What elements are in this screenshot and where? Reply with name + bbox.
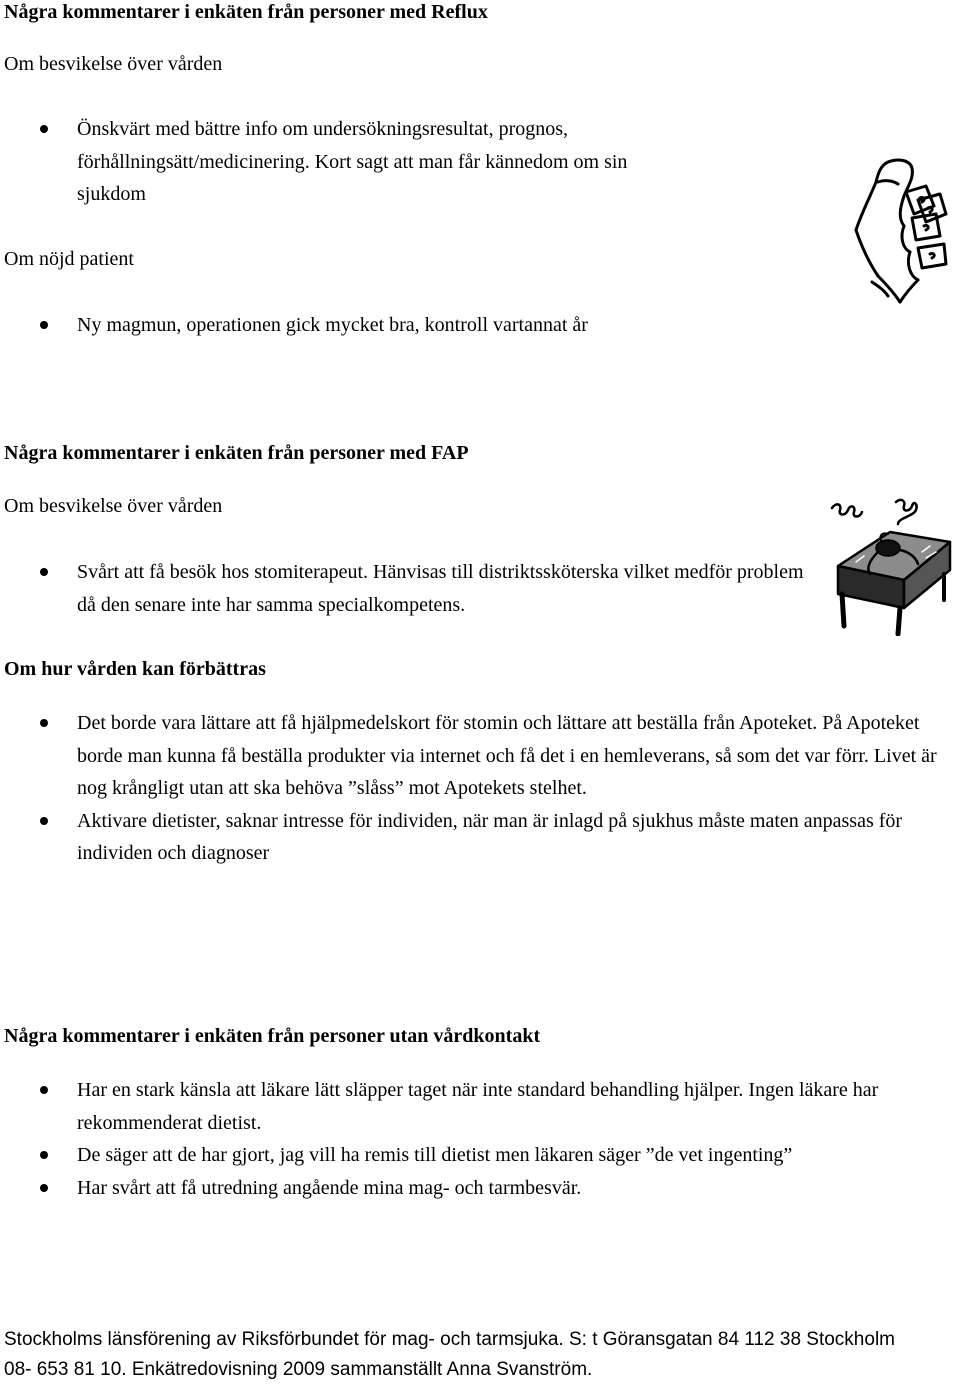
fap-disappointment-list [0,556,820,621]
footer-line-1: Stockholms länsförening av Riksförbundet för mag- och tarmsjuka. S: t Göransgatan 84 112 38 Stockholm [4,1329,895,1350]
list-item: Har svårt att få utredning angående mina mag- och tarmbesvär. [0,1172,957,1205]
fap-improve-heading: Om hur vården kan förbättras [4,658,266,680]
no-contact-list [0,1074,960,1204]
reflux-disappointment-list [0,113,780,211]
list-item: Har en stark känsla att läkare lätt släpper taget när inte standard behandling hjälper. Ingen läkare har rekommenderat dietist. [0,1074,957,1139]
reflux-satisfied-list [0,309,880,342]
list-item: Svårt att få besök hos stomiterapeut. Hänvisas till distriktssköterska vilket medför problem då den senare inte har samma specialkompetens. [0,556,807,621]
list-item: Aktivare dietister, saknar intresse för individen, när man är inlagd på sjukhus måste maten anpassas för individen och diagnoser [0,805,960,870]
table-with-figure-illustration [826,494,958,636]
fap-heading: Några kommentarer i enkäten från personer med FAP [4,442,469,464]
list-item: De säger att de har gjort, jag vill ha remis till dietist men läkaren säger ”de vet ingenting” [0,1139,957,1172]
list-item: Ny magmun, operationen gick mycket bra, kontroll vartannat år [0,309,880,342]
list-item: Det borde vara lättare att få hjälpmedelskort för stomin och lättare att beställa från Apoteket. På Apoteket borde man kunna få beställa produkter via internet och få det i en hemleverans, så som det var förr. Livet är nog krångligt utan att ska behöva ”slåss” mot Apotekets stelhet. [0,707,937,805]
footer-line-2: 08- 653 81 10. Enkätredovisning 2009 sammanställt Anna Svanström. [4,1359,593,1380]
reflux-satisfied-heading: Om nöjd patient [4,248,134,270]
fap-disappointment-heading: Om besvikelse över vården [4,495,223,517]
reflux-heading: Några kommentarer i enkäten från personer med Reflux [4,1,488,23]
no-contact-heading: Några kommentarer i enkäten från personer utan vårdkontakt [4,1025,541,1047]
list-item: Önskvärt med bättre info om undersökningsresultat, prognos, förhållningsätt/medicinering. Kort sagt att man får kännedom om sin sjukdom [0,113,687,211]
fap-improve-list [0,707,960,870]
reflux-disappointment-heading: Om besvikelse över vården [4,53,223,75]
hand-holding-cards-illustration [848,152,956,308]
